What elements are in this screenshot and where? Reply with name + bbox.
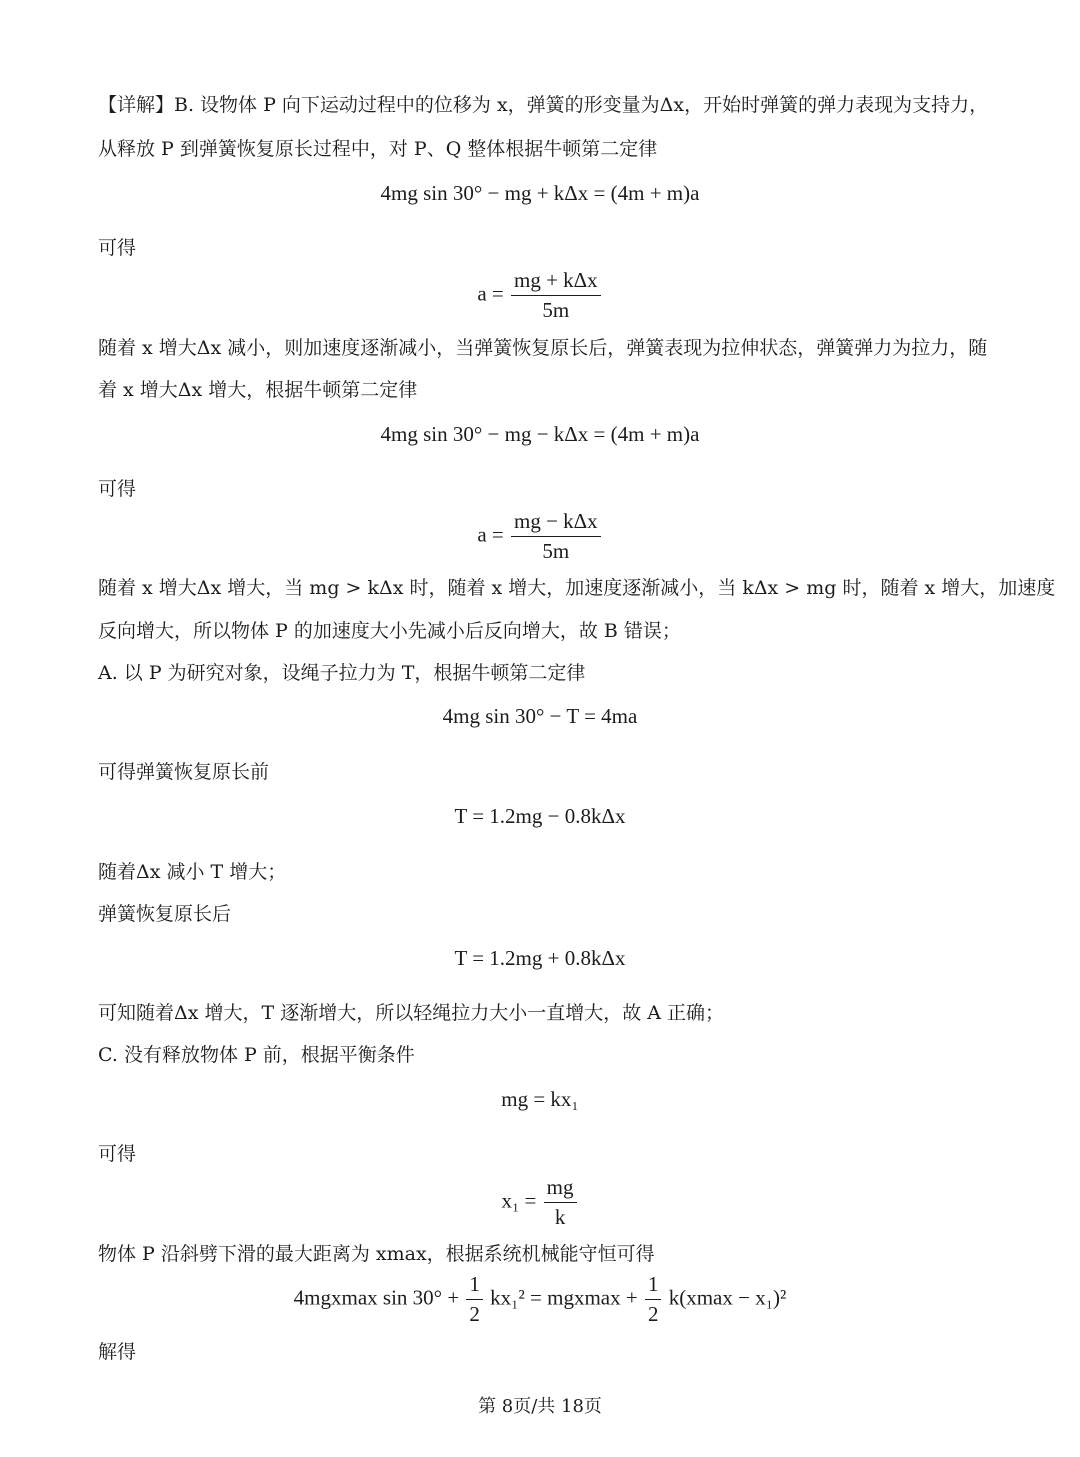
- equation-4-denominator: 5m: [542, 539, 570, 564]
- equation-4-lhs: a =: [477, 522, 504, 547]
- page-footer: 第 8页/共 18页: [478, 1396, 602, 1417]
- paragraph-6: 可得: [98, 478, 137, 500]
- equation-10-fraction-1-numerator: 1: [466, 1272, 483, 1300]
- equation-2-lhs: a =: [477, 281, 504, 306]
- equation-9-numerator: mg: [544, 1175, 577, 1203]
- equation-9: [0, 1175, 1080, 1230]
- equation-10-fraction-2: [645, 1272, 662, 1327]
- equation-10: [0, 1272, 1080, 1327]
- paragraph-17: 解得: [98, 1341, 137, 1363]
- paragraph-8: 反向增大，所以物体 P 的加速度大小先减小后反向增大，故 B 错误；: [98, 620, 681, 642]
- equation-10-fraction-2-numerator: 1: [645, 1272, 662, 1300]
- paragraph-3: 可得: [98, 237, 137, 259]
- equation-10-part-a: 4mgxmax sin 30° +: [293, 1285, 460, 1310]
- equation-4: [0, 509, 1080, 564]
- equation-4-numerator: mg − kΔx: [511, 509, 601, 537]
- equation-10-part-c: k(xmax − x₁)²: [668, 1285, 787, 1310]
- paragraph-16: 物体 P 沿斜劈下滑的最大距离为 xmax，根据系统机械能守恒可得: [98, 1243, 655, 1265]
- equation-10-part-b: kx₁² = mgxmax +: [490, 1285, 638, 1310]
- equation-5: 4mg sin 30° − T = 4ma: [442, 704, 638, 728]
- equation-4-fraction: [511, 509, 601, 564]
- equation-3: 4mg sin 30° − mg − kΔx = (4m + m)a: [380, 422, 700, 446]
- paragraph-9: A. 以 P 为研究对象，设绳子拉力为 T，根据牛顿第二定律: [98, 662, 586, 684]
- equation-10-fraction-1-denominator: 2: [469, 1302, 480, 1327]
- equation-7: T = 1.2mg + 0.8kΔx: [454, 946, 626, 970]
- equation-2-fraction: [511, 268, 601, 323]
- equation-6: T = 1.2mg − 0.8kΔx: [454, 804, 626, 828]
- paragraph-5: 着 x 增大Δx 增大，根据牛顿第二定律: [98, 379, 418, 401]
- paragraph-13: 可知随着Δx 增大，T 逐渐增大，所以轻绳拉力大小一直增大，故 A 正确；: [98, 1002, 724, 1024]
- paragraph-7: 随着 x 增大Δx 增大，当 mg > kΔx 时，随着 x 增大，加速度逐渐减小，当 kΔx > mg 时，随着 x 增大，加速度: [98, 577, 1056, 599]
- equation-2-denominator: 5m: [542, 298, 570, 323]
- equation-9-fraction: [544, 1175, 577, 1230]
- equation-10-fraction-1: [466, 1272, 483, 1327]
- equation-10-fraction-2-denominator: 2: [647, 1302, 659, 1327]
- equation-2: [0, 268, 1080, 323]
- paragraph-10: 可得弹簧恢复原长前: [98, 761, 270, 783]
- equation-9-lhs: x₁ =: [501, 1188, 537, 1213]
- paragraph-4: 随着 x 增大Δx 减小，则加速度逐渐减小，当弹簧恢复原长后，弹簧表现为拉伸状态，弹簧弹力为拉力，随: [98, 337, 988, 359]
- equation-8: mg = kx₁: [501, 1087, 579, 1111]
- equation-1: 4mg sin 30° − mg + kΔx = (4m + m)a: [380, 181, 700, 205]
- paragraph-15: 可得: [98, 1143, 137, 1165]
- paragraph-1: 【详解】B. 设物体 P 向下运动过程中的位移为 x，弹簧的形变量为Δx，开始时弹簧的弹力表现为支持力，: [98, 94, 989, 116]
- equation-2-numerator: mg + kΔx: [511, 268, 601, 296]
- paragraph-12: 弹簧恢复原长后: [98, 903, 232, 925]
- paragraph-2: 从释放 P 到弹簧恢复原长过程中，对 P、Q 整体根据牛顿第二定律: [98, 138, 658, 160]
- paragraph-14: C. 没有释放物体 P 前，根据平衡条件: [98, 1044, 415, 1066]
- paragraph-11: 随着Δx 减小 T 增大；: [98, 861, 287, 883]
- equation-9-denominator: k: [554, 1205, 566, 1230]
